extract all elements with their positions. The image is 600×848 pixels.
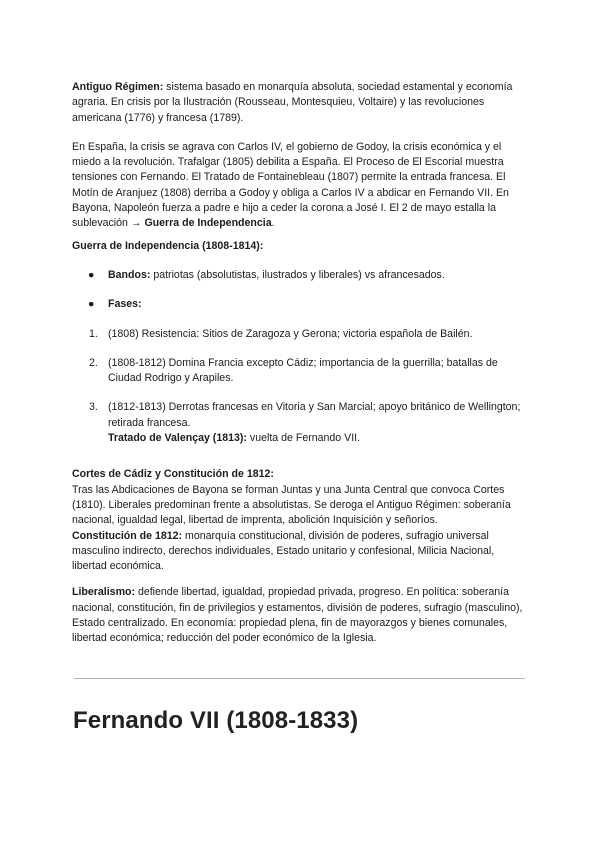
section-heading: Fernando VII (1808-1833) [73, 707, 359, 734]
bullet-icon: ● [88, 298, 95, 311]
spain-text: En España, la crisis se agrava con Carlos IV, el gobierno de Godoy, la crisis económica y el miedo a la revolución. Trafalgar (1805) debilita a España. El Proceso de El Escorial muestra tensiones con Fernando. El Tratado de Fontainebleau (1807) permite la entrada francesa. El Motín de Aranjuez (1808) derriba a Godoy y obliga a Carlos IV a abdicar en Fernando VII. En Bayona, Napoleón fuerza a padre e hijo a ceder la corona a José I. El 2 de mayo estalla la sublevación → [72, 140, 509, 230]
constitution-text: monarquía constitucional, división de poderes, sufragio universal masculino indirecto, derechos individuales, Estado unitario y confesional, Milicia Nacional, libertad económica. [72, 529, 495, 573]
horizontal-divider [74, 678, 525, 679]
bandos-text: patriotas (absolutistas, ilustrados y liberales) vs afrancesados. [150, 268, 445, 281]
intro-text: sistema basado en monarquía absoluta, sociedad estamental y economía agraria. En crisis por la Ilustración (Rousseau, Montesquieu, Voltaire) y las revoluciones americana (1776) y francesa (1789). [72, 81, 513, 124]
phase-text: (1808-1812) Domina Francia excepto Cádiz; importancia de la guerrilla; batallas de Ciudad Rodrigo y Arapiles. [108, 356, 498, 385]
bullet-fases [72, 297, 527, 312]
phase-item [72, 356, 527, 387]
spain-paragraph [72, 140, 527, 232]
war-title: Guerra de Independencia (1808-1814): [72, 239, 264, 252]
phase-number: 1. [89, 327, 98, 340]
liberalism-term: Liberalismo: [72, 586, 135, 599]
cortes-text: Tras las Abdicaciones de Bayona se forman Juntas y una Junta Central que convoca Cortes (1810). Liberales predominan frente a absolutistas. Se deroga el Antiguo Régimen: soberanía nacional, igualdad legal, libertad de imprenta, abolición Inquisición y señoríos. [72, 483, 511, 527]
cortes-title: Cortes de Cádiz y Constitución de 1812: [72, 468, 274, 481]
bullet-bandos [72, 268, 527, 283]
intro-term: Antiguo Régimen: [72, 81, 164, 93]
liberalism-paragraph [72, 585, 527, 646]
liberalism-text: defiende libertad, igualdad, propiedad privada, progreso. En política: soberanía nacional, constitución, fin de privilegios y estamentos, división de poderes, sufragio (masculino), Estado centralizado. En economía: propiedad plena, fin de mayorazgos y bienes comunales, libertad económica; reducción del poder económico de la Iglesia. [72, 586, 523, 645]
constitution-paragraph [72, 529, 527, 575]
treaty-line [72, 431, 527, 446]
cortes-paragraph [72, 483, 527, 529]
document-body [72, 80, 527, 647]
phase-text: (1808) Resistencia: Sitios de Zaragoza y Gerona; victoria española de Bailén. [108, 327, 473, 340]
treaty-term: Tratado de Valençay (1813): [108, 432, 247, 445]
spain-period: . [271, 217, 275, 230]
fases-term: Fases: [108, 298, 142, 311]
phase-item [72, 400, 527, 431]
phase-number: 2. [89, 356, 98, 369]
bandos-term: Bandos: [108, 268, 151, 281]
spain-bold-end: Guerra de Independencia [144, 217, 272, 230]
phase-text: (1812-1813) Derrotas francesas en Vitoria y San Marcial; apoyo británico de Wellington; retirada francesa. [108, 401, 521, 429]
phase-number: 3. [89, 401, 98, 414]
constitution-term: Constitución de 1812: [72, 529, 183, 542]
phase-item [72, 327, 527, 342]
treaty-text: vuelta de Fernando VII. [246, 432, 361, 445]
bullet-icon: ● [88, 268, 95, 281]
intro-paragraph [72, 80, 527, 126]
